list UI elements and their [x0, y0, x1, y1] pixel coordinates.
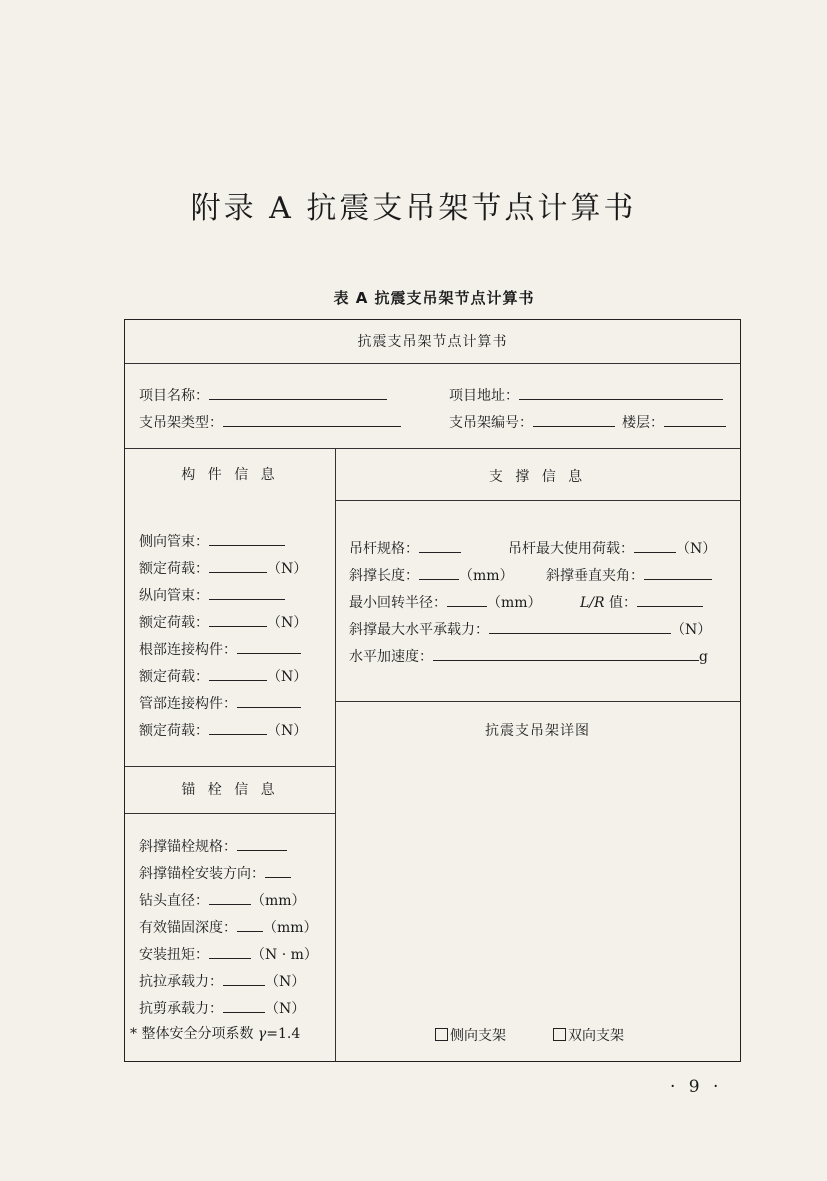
divider-header	[125, 363, 740, 364]
lateral-pipe-field[interactable]	[209, 531, 285, 546]
drill-diameter-field[interactable]	[209, 890, 251, 905]
divider-support-title	[335, 500, 740, 501]
brace-angle-row	[546, 565, 712, 585]
lr-label: L/R	[580, 595, 605, 611]
lateral-bracket-checkbox[interactable]	[435, 1028, 448, 1041]
unit-mm: （mm）	[251, 893, 306, 909]
unit-n: （N）	[265, 974, 306, 990]
torque-label: 安装扭矩：	[139, 947, 209, 963]
h-accel-field[interactable]	[433, 646, 699, 661]
unit-n: （N）	[267, 615, 308, 631]
rod-spec-row	[349, 538, 461, 558]
rod-spec-label: 吊杆规格：	[349, 541, 419, 557]
calculation-form	[124, 319, 741, 1062]
rated-load-label: 额定荷载：	[139, 615, 209, 631]
anchor-spec-field[interactable]	[237, 836, 287, 851]
longitudinal-pipe-field[interactable]	[209, 585, 285, 600]
brace-length-label: 斜撑长度：	[349, 568, 419, 584]
anchor-info-title: 锚 栓 信 息	[181, 782, 279, 798]
divider-project	[125, 448, 740, 449]
brace-angle-field[interactable]	[644, 565, 712, 580]
lr-row	[580, 592, 703, 612]
bidirectional-bracket-label: 双向支架	[568, 1028, 624, 1044]
bidirectional-bracket-checkbox[interactable]	[553, 1028, 566, 1041]
safety-note-value: =1.4	[266, 1026, 301, 1042]
divider-anchor-title	[125, 813, 335, 814]
bracket-type-field[interactable]	[223, 412, 401, 427]
rated-load-row-4	[139, 720, 307, 740]
brace-max-h-load-field[interactable]	[489, 619, 671, 634]
rated-load-field-2[interactable]	[209, 612, 267, 627]
pipe-connector-field[interactable]	[237, 693, 301, 708]
embed-depth-label: 有效锚固深度：	[139, 920, 237, 936]
rated-load-row-3	[139, 666, 307, 686]
bracket-type-label: 支吊架类型：	[139, 415, 223, 431]
unit-mm: （mm）	[487, 595, 542, 611]
rod-max-load-label: 吊杆最大使用荷载：	[508, 541, 634, 557]
bracket-type-row	[139, 412, 401, 432]
project-name-row	[139, 385, 387, 405]
rated-load-row-2	[139, 612, 307, 632]
shear-label: 抗剪承载力：	[139, 1001, 223, 1017]
rod-max-load-field[interactable]	[634, 538, 676, 553]
tensile-label: 抗拉承载力：	[139, 974, 223, 990]
page-title: 附录 A 抗震支吊架节点计算书	[190, 191, 637, 226]
lateral-bracket-option[interactable]	[435, 1027, 506, 1045]
component-info-title: 构 件 信 息	[181, 467, 279, 483]
table-caption: 表 A 抗震支吊架节点计算书	[333, 289, 535, 307]
rated-load-field-4[interactable]	[209, 720, 267, 735]
unit-mm: （mm）	[263, 920, 318, 936]
pipe-connector-row	[139, 693, 301, 713]
bracket-number-field[interactable]	[533, 412, 615, 427]
unit-n: （N）	[267, 669, 308, 685]
rated-load-row-1	[139, 558, 307, 578]
rated-load-label: 额定荷载：	[139, 561, 209, 577]
floor-label: 楼层：	[622, 415, 664, 431]
floor-field[interactable]	[664, 412, 726, 427]
unit-mm: （mm）	[459, 568, 514, 584]
min-radius-field[interactable]	[447, 592, 487, 607]
detail-title: 抗震支吊架详图	[485, 723, 590, 739]
lateral-bracket-label: 侧向支架	[450, 1028, 506, 1044]
form-header: 抗震支吊架节点计算书	[357, 334, 508, 350]
torque-field[interactable]	[209, 944, 251, 959]
pipe-connector-label: 管部连接构件：	[139, 696, 237, 712]
rated-load-label: 额定荷载：	[139, 669, 209, 685]
root-connector-field[interactable]	[237, 639, 301, 654]
project-address-row	[449, 385, 723, 405]
min-radius-label: 最小回转半径：	[349, 595, 447, 611]
project-address-field[interactable]	[519, 385, 723, 400]
floor-row	[622, 412, 726, 432]
safety-note-gamma: γ	[257, 1026, 267, 1042]
unit-n: （N）	[267, 723, 308, 739]
unit-g: g	[699, 649, 708, 665]
page-number: · 9 ·	[670, 1077, 723, 1097]
project-name-label: 项目名称：	[139, 388, 209, 404]
drill-diameter-row	[139, 890, 306, 910]
min-radius-row	[349, 592, 542, 612]
brace-length-field[interactable]	[419, 565, 459, 580]
lr-field[interactable]	[637, 592, 703, 607]
rod-max-load-row	[508, 538, 716, 558]
tensile-field[interactable]	[223, 971, 265, 986]
brace-max-h-load-row	[349, 619, 711, 639]
rated-load-field-3[interactable]	[209, 666, 267, 681]
longitudinal-pipe-label: 纵向管束：	[139, 588, 209, 604]
shear-field[interactable]	[223, 998, 265, 1013]
shear-row	[139, 998, 305, 1018]
anchor-spec-label: 斜撑锚栓规格：	[139, 839, 237, 855]
rated-load-field-1[interactable]	[209, 558, 267, 573]
bracket-number-row	[449, 412, 615, 432]
bidirectional-bracket-option[interactable]	[553, 1027, 624, 1045]
project-name-field[interactable]	[209, 385, 387, 400]
brace-length-row	[349, 565, 514, 585]
rated-load-label: 额定荷载：	[139, 723, 209, 739]
embed-depth-row	[139, 917, 318, 937]
divider-vertical	[335, 448, 336, 1061]
unit-n: （N）	[267, 561, 308, 577]
divider-anchor-top	[125, 766, 335, 767]
anchor-direction-field[interactable]	[265, 863, 291, 878]
unit-n: （N）	[265, 1001, 306, 1017]
h-accel-label: 水平加速度：	[349, 649, 433, 665]
torque-row	[139, 944, 318, 964]
safety-note-prefix: * 整体安全分项系数	[130, 1026, 258, 1042]
unit-nm: （N · m）	[251, 947, 318, 963]
lr-label-suffix: 值：	[604, 595, 638, 611]
support-info-title: 支 撑 信 息	[488, 469, 587, 485]
root-connector-label: 根部连接构件：	[139, 642, 237, 658]
h-accel-row	[349, 646, 708, 666]
lateral-pipe-label: 侧向管束：	[139, 534, 209, 550]
divider-detail	[335, 701, 740, 702]
anchor-direction-label: 斜撑锚栓安装方向：	[139, 866, 265, 882]
tensile-row	[139, 971, 305, 991]
drill-diameter-label: 钻头直径：	[139, 893, 209, 909]
unit-n: （N）	[676, 541, 717, 557]
longitudinal-pipe-row	[139, 585, 285, 605]
brace-max-h-load-label: 斜撑最大水平承载力：	[349, 622, 489, 638]
bracket-number-label: 支吊架编号：	[449, 415, 533, 431]
root-connector-row	[139, 639, 301, 659]
anchor-direction-row	[139, 863, 291, 883]
lateral-pipe-row	[139, 531, 285, 551]
embed-depth-field[interactable]	[237, 917, 263, 932]
project-address-label: 项目地址：	[449, 388, 519, 404]
brace-angle-label: 斜撑垂直夹角：	[546, 568, 644, 584]
unit-n: （N）	[671, 622, 712, 638]
anchor-spec-row	[139, 836, 287, 856]
rod-spec-field[interactable]	[419, 538, 461, 553]
safety-factor-note	[130, 1025, 300, 1043]
